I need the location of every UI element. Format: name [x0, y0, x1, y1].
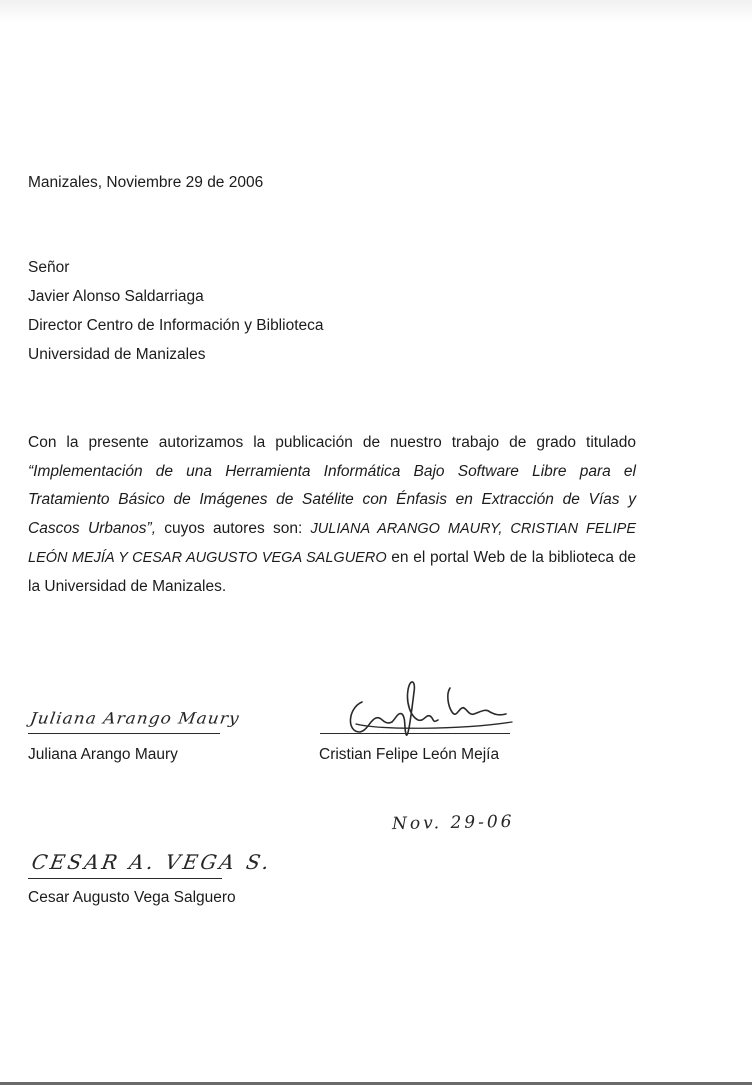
signer-name-juliana: Juliana Arango Maury — [28, 746, 178, 763]
recipient-position: Director Centro de Información y Biblioteca — [28, 317, 324, 334]
body-intro: Con la presente autorizamos la publicación de nuestro trabajo de grado titulado — [28, 434, 636, 451]
recipient-name: Javier Alonso Saldarriaga — [28, 288, 204, 305]
signature-line-2 — [320, 733, 510, 734]
signature-line-3 — [28, 878, 222, 879]
signature-line-1 — [28, 733, 220, 734]
recipient-salutation: Señor — [28, 259, 70, 276]
thesis-title: “Implementación de una Herramienta Informática Bajo Software Libre para el Tratamiento Básico de Imágenes de Satélite con Énfasis en Extracción de Vías y Cascos Urbanos”, — [28, 462, 636, 538]
body-connector: cuyos autores son: — [156, 520, 311, 538]
body-outro: en el portal Web de la biblioteca de la Universidad de Manizales. — [28, 548, 636, 595]
scan-shadow-top — [0, 0, 752, 22]
handwritten-signature-juliana: Juliana Arango Maury — [28, 709, 241, 729]
recipient-institution: Universidad de Manizales — [28, 346, 206, 363]
author-list: JULIANA ARANGO MAURY, CRISTIAN FELIPE LEÓN MEJÍA Y CESAR AUGUSTO VEGA SALGUERO — [28, 521, 637, 566]
signer-name-cesar: Cesar Augusto Vega Salguero — [28, 889, 236, 906]
handwritten-signature-cristian — [340, 672, 520, 752]
letter-date: Manizales, Noviembre 29 de 2006 — [28, 174, 264, 191]
authorization-paragraph — [28, 429, 636, 601]
signer-name-cristian: Cristian Felipe León Mejía — [319, 746, 500, 763]
handwritten-date: Nov. 29-06 — [391, 811, 515, 835]
handwritten-signature-cesar: CESAR A. VEGA S. — [29, 850, 274, 874]
